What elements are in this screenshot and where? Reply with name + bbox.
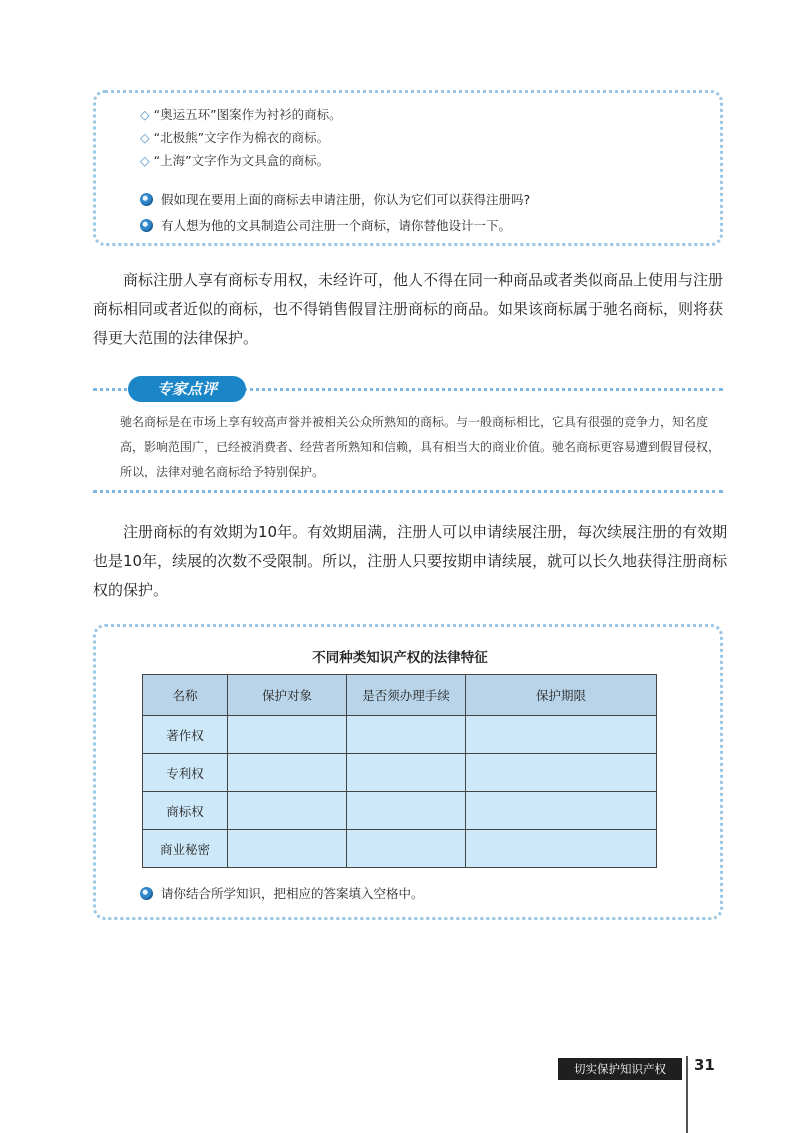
table-row [143,754,657,792]
table-instruction: 请你结合所学知识，把相应的答案填入空格中。 [140,884,424,902]
diamond-icon: ◇ [140,130,150,145]
answer-cell[interactable] [228,754,347,792]
header-cell: 是否须办理手续 [347,675,466,716]
answer-cell[interactable] [466,754,657,792]
answer-cell[interactable] [228,792,347,830]
header-cell: 保护对象 [228,675,347,716]
list-item: ◇ “奥运五环”图案作为衬衫的商标。 [140,107,342,122]
row-label: 商业秘密 [143,830,228,868]
question-1: 假如现在要用上面的商标去申请注册，你认为它们可以获得注册吗? [140,190,530,208]
list-item: ◇ “北极熊”文字作为棉衣的商标。 [140,130,330,145]
bullet-icon [140,887,153,900]
answer-cell[interactable] [347,792,466,830]
page-divider-line [686,1056,688,1133]
expert-bottom-divider [93,490,723,493]
diamond-icon: ◇ [140,107,150,122]
header-cell: 名称 [143,675,228,716]
answer-cell[interactable] [228,830,347,868]
row-label: 著作权 [143,716,228,754]
table-row [143,830,657,868]
table-title: 不同种类知识产权的法律特征 [312,650,488,666]
chapter-tag: 切实保护知识产权 [558,1058,682,1080]
list-item: ◇ “上海”文字作为文具盒的商标。 [140,153,330,168]
body-paragraph-1: 商标注册人享有商标专用权，未经许可，他人不得在同一种商品或者类似商品上使用与注册商标相同或者近似的商标，也不得销售假冒注册商标的商品。如果该商标属于驰名商标，则将获得更大范围的法律保护。 [93,271,724,347]
answer-cell[interactable] [347,830,466,868]
answer-cell[interactable] [466,716,657,754]
question-2: 有人想为他的文具制造公司注册一个商标，请你替他设计一下。 [140,216,511,234]
answer-cell[interactable] [466,792,657,830]
body-paragraph-2: 注册商标的有效期为10年。有效期届满，注册人可以申请续展注册，每次续展注册的有效期也是10年，续展的次数不受限制。所以，注册人只要按期申请续展，就可以长久地获得注册商标权的保护。 [93,523,728,599]
header-cell: 保护期限 [466,675,657,716]
diamond-icon: ◇ [140,153,150,168]
answer-cell[interactable] [347,716,466,754]
page-number: 31 [694,1056,715,1074]
answer-cell[interactable] [466,830,657,868]
answer-cell[interactable] [228,716,347,754]
ip-table [142,674,657,868]
table-row [143,716,657,754]
bullet-icon [140,219,153,232]
example-list [140,103,342,172]
bullet-icon [140,193,153,206]
expert-title: 专家点评 [128,376,246,402]
answer-cell[interactable] [347,754,466,792]
table-header-row [143,675,657,716]
row-label: 商标权 [143,792,228,830]
expert-text: 驰名商标是在市场上享有较高声誉并被相关公众所熟知的商标。与一般商标相比，它具有很强的竞争力，知名度高，影响范围广，已经被消费者、经营者所熟知和信赖，具有相当大的商业价值。驰名商标更容易遭到假冒侵权，所以，法律对驰名商标给予特别保护。 [120,415,721,479]
row-label: 专利权 [143,754,228,792]
table-row [143,792,657,830]
